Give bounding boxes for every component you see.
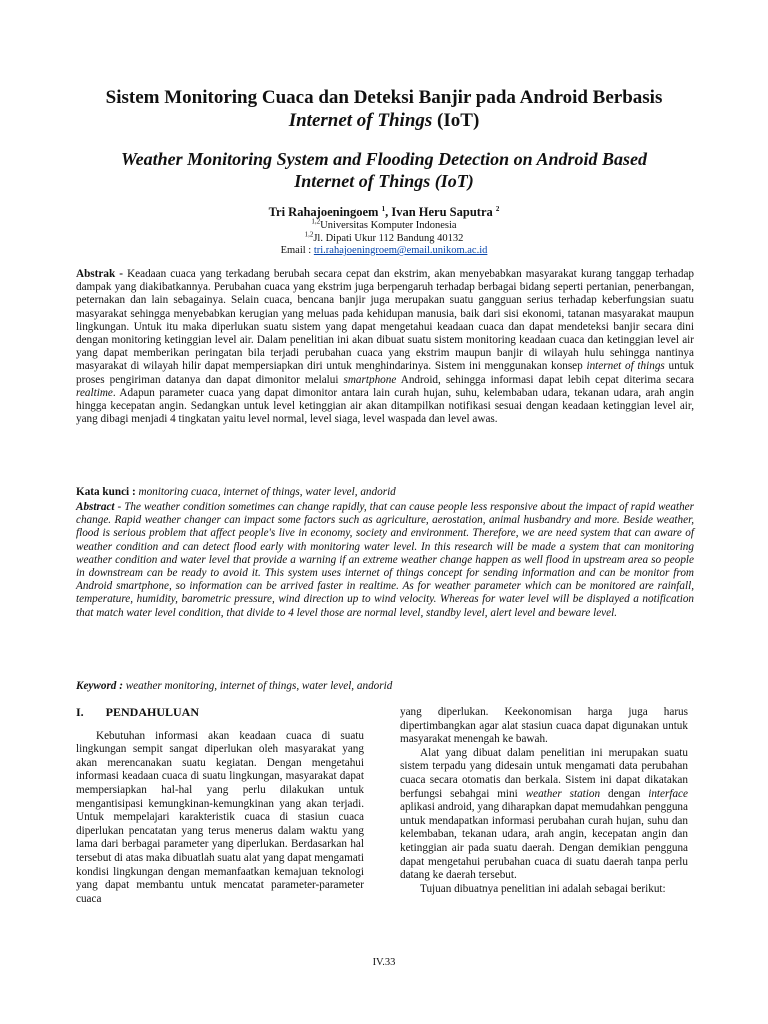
keyword-line <box>76 680 694 693</box>
section-title: PENDAHULUAN <box>105 705 200 719</box>
right-column <box>400 706 688 896</box>
left-column <box>76 706 364 906</box>
intro-paragraph-left: Kebutuhan informasi akan keadaan cuaca di suatu lingkungan sempit sangat diperlukan oleh masyarakat yang akan merencanakan suatu kegiatan. Dengan mengetahui informasi keadaan cuaca di suatu lingkungan, masyarakat dapat mempersiapkan hal-hal yang perlu dilakukan untuk mengantisipasi kemungkinan-kemungkinan yang akan terjadi. Untuk mempelajari karakteristik cuaca di stasiun cuaca diperlukan pencatatan yang terus menerus dalam waktu yang lama dari berbagai parameter yang diperlukan. Berdasarkan hal tersebut di atas maka dibuatlah suatu alat yang dapat mengamati kondisi lingkungan dengan memanfaatkan kemajuan teknologi yang dapat membantu untuk mencatat parameter-parameter cuaca <box>76 729 364 905</box>
kata-kunci-label: Kata kunci : <box>76 486 139 498</box>
abstrak-text-4: . Adapun parameter cuaca yang dapat dimonitor antara lain curah hujan, suhu, kelembaban udara, tekanan udara, arah angin hingga kecepatan angin. Sedangkan untuk level ketinggian air akan ditampilkan notifikasi sesuai dengan keadaan ketinggian level air, yang dibagi menjadi 4 tingkatan yaitu level normal, level siaga, level waspada dan level awas. <box>76 386 694 426</box>
kata-kunci-text: monitoring cuaca, internet of things, water level, andorid <box>138 486 396 498</box>
affiliation <box>40 217 728 258</box>
abstract-text: - The weather condition sometimes can change rapidly, that can cause people less responsive about the impact of rapid weather change. Rapid weather changer can impact some factors such as agriculture, aerostation, animal husbandry and more. Beside weather, flood is serious problem that affect people's live in economy, society and environment. Therefore, we are need system that can aware of weather condition and can detect flood early with monitoring water level. In this research will be made a system that can monitoring weather condition and water level that provide a warning if an extreme weather change happen as well flood in upstream area so people in downstream can be ready to avoid it. This system uses internet of things concept for sending information and can be monitor from Android smartphone, so information can be arrived faster in realtime. As for weather parameter which can be monitored are rainfall, temperature, humidity, barometric pressure, wind direction up to wind velocity. Whereas for water level will be displayed a notification that match water level condition, that divide to 4 level those are normal level, standby level, alert level and beware level. <box>76 501 694 619</box>
affiliation-university: Universitas Komputer Indonesia <box>320 220 457 231</box>
keyword-text: weather monitoring, internet of things, water level, andorid <box>125 680 393 692</box>
keyword-label: Keyword : <box>76 680 126 692</box>
title-en-line1: Weather Monitoring System and Flooding Detection on Android Based <box>120 149 648 169</box>
author-separator: , Ivan Heru Saputra <box>385 205 496 219</box>
section-number: I. <box>76 705 84 719</box>
abstrak-text-2: untuk proses pengiriman datanya dan dapat dimonitor melalui <box>76 360 694 386</box>
author-1: Tri Rahajoeningoem <box>268 205 382 219</box>
abstract-label: Abstract <box>76 501 115 513</box>
right-p2-text-c: aplikasi android, yang diharapkan dapat memudahkan pengguna untuk mendapatkan informasi perubahan curah hujan, suhu dan kelembaban, tekanan udara, arah angin, kecepatan angin dan ketinggian air pada suatu daerah. Dengan demikian pengguna dapat mengetahui perubahan cuaca di suatu daerah tanpa perlu datang ke daerah tersebut. <box>400 801 688 882</box>
abstrak-paragraph <box>76 268 694 426</box>
author-2-sup: 2 <box>495 204 500 213</box>
title-id-suffix: (IoT) <box>432 110 480 131</box>
affil1-sup: 1,2 <box>311 217 321 226</box>
abstrak-italic-3: realtime <box>76 386 113 399</box>
right-p2-italic-1: weather station <box>525 787 601 800</box>
paper-title-english <box>40 148 728 192</box>
abstrak-text-1: Keadaan cuaca yang terkadang berubah secara cepat dan ekstrim, akan menyebabkan masyarakat kurang tanggap terhadap dampak yang diakibatkannya. Perubahan cuaca yang ekstrim juga berpengaruh terhadap berbagai bidang seperti pertanian, penerbangan, peternakan dan lain sebagainya. Selain cuaca, bencana banjir juga merupakan suatu gangguan serius terhadap keberfungsian suatu masyarakat sehingga menyebabkan kerugian yang meluas pada kehidupan manusia, baik dari sisi ekonomi, tatanan masyarakat maupun lingkungan. Untuk itu maka diperlukan suatu sistem yang dapat mengetahui keadaan cuaca dan dapat mendeteksi banjir secara dini dengan monitoring ketinggian level air. Dalam penelitian ini akan dibuat suatu sistem monitoring keadaan cuaca dan ketinggian level air yang dapat memberikan peringatan bila terjadi perubahan cuaca yang ekstrim maupun banjir di wilayah hulu sehingga nantinya masyarakat di wilayah hilir dapat mempersiapkan diri untuk menghindarinya. Sistem ini menggunakan konsep <box>76 268 695 373</box>
page-number: IV.33 <box>372 957 396 968</box>
abstract-paragraph <box>76 501 694 620</box>
author-list <box>40 205 728 220</box>
right-p2-text-a: Alat yang dibuat dalam penelitian ini merupakan suatu sistem terpadu yang didesain untuk mengamati data perubahan cuaca secara otomatis dan berkala. Sistem ini dapat dikatakan berfungsi sebahgai mini <box>400 746 688 800</box>
abstrak-text-3: Android, sehingga informasi dapat lebih cepat diterima secara <box>396 373 694 386</box>
section-heading <box>76 706 364 720</box>
title-id-main: Sistem Monitoring Cuaca dan Deteksi Banjir pada Android Berbasis <box>105 87 663 108</box>
email-label: Email : <box>280 245 314 256</box>
intro-paragraph-right-2 <box>400 747 688 883</box>
intro-paragraph-right-3: Tujuan dibuatnya penelitian ini adalah sebagai berikut: <box>420 882 666 895</box>
abstrak-italic-1: internet of things <box>586 360 665 373</box>
affiliation-address: Jl. Dipati Ukur 112 Bandung 40132 <box>313 232 464 244</box>
affil2-sup: 1,2 <box>304 230 314 238</box>
abstrak-label: Abstrak - <box>76 268 128 280</box>
author-1-sup: 1 <box>381 204 386 213</box>
paper-title-indonesian <box>40 86 728 132</box>
title-en-line2: Internet of Things (IoT) <box>294 171 474 191</box>
right-p2-italic-2: interface <box>648 787 688 800</box>
title-id-italic: Internet of Things <box>288 110 433 131</box>
email-link[interactable]: tri.rahajoeningroem@email.unikom.ac.id <box>313 245 488 256</box>
intro-paragraph-right-1: yang diperlukan. Keekonomisan harga juga harus dipertimbangkan agar alat stasiun cuaca dapat digunakan untuk masyarakat menengah ke bawah. <box>400 706 688 746</box>
abstrak-italic-2: smartphone <box>343 373 397 386</box>
kata-kunci <box>76 486 694 499</box>
right-p2-text-b: dengan <box>600 787 649 800</box>
